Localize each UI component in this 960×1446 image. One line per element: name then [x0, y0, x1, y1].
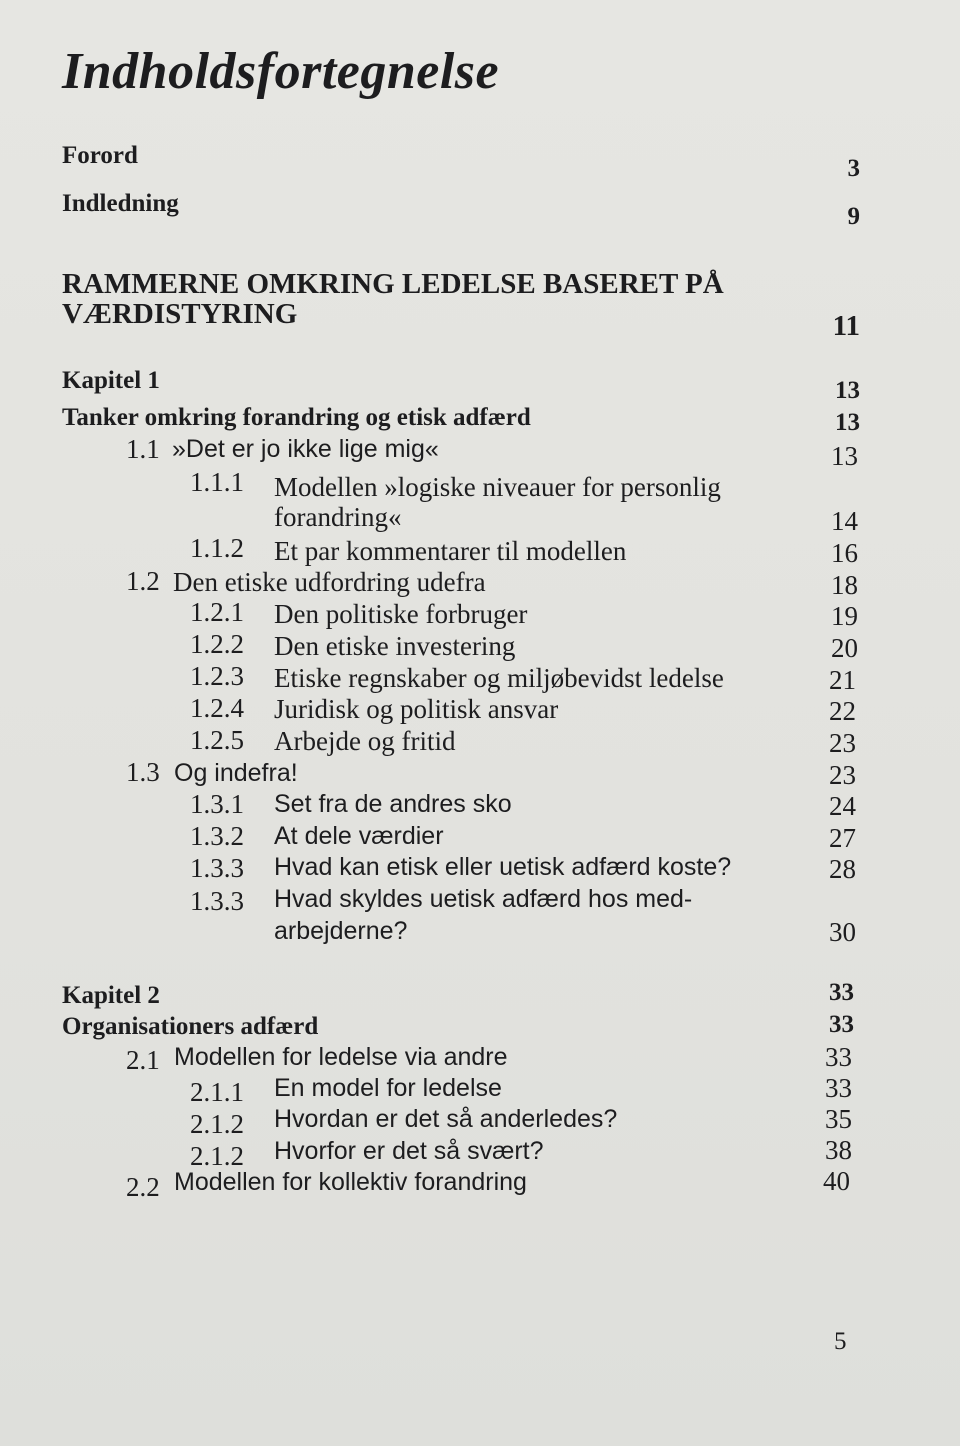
- toc-text: Etiske regnskaber og miljøbevidst ledelse: [274, 663, 724, 693]
- toc-page: 16: [831, 538, 858, 568]
- toc-text: Hvad kan etisk eller uetisk adfærd koste?: [274, 853, 732, 881]
- toc-text: Et par kommentarer til modellen: [274, 536, 627, 566]
- toc-text: Og indefra!: [174, 759, 298, 787]
- chapter2-label: Kapitel 2: [62, 982, 160, 1009]
- toc-page: 23: [829, 760, 856, 790]
- toc-page: 30: [829, 917, 856, 947]
- toc-text: Modellen for ledelse via andre: [174, 1043, 508, 1071]
- toc-page: 14: [831, 506, 858, 536]
- toc-num: 1.2.1: [190, 597, 244, 627]
- toc-page: 13: [831, 441, 858, 471]
- chapter1-title: Tanker omkring forandring og etisk adfærd: [62, 404, 531, 431]
- toc-page: 40: [823, 1166, 850, 1196]
- toc-page: 20: [831, 633, 858, 663]
- toc-text: Arbejde og fritid: [274, 726, 456, 756]
- chapter2-title: Organisationers adfærd: [62, 1013, 319, 1040]
- toc-num: 1.1: [126, 434, 160, 464]
- part-page: 11: [832, 310, 860, 342]
- toc-text-continued: arbejderne?: [274, 917, 408, 945]
- toc-page: 27: [829, 823, 856, 853]
- toc-page-indledning: 9: [847, 203, 860, 230]
- toc-text: Set fra de andres sko: [274, 790, 512, 818]
- toc-text: Modellen »logiske niveauer for personlig: [274, 472, 721, 502]
- toc-num: 1.3.2: [190, 821, 244, 851]
- toc-page: 24: [829, 791, 856, 821]
- page-title: Indholdsfortegnelse: [62, 43, 500, 100]
- toc-text: Modellen for kollektiv forandring: [174, 1168, 527, 1196]
- toc-num: 1.3: [126, 757, 160, 787]
- toc-page: 33: [825, 1073, 852, 1103]
- chapter1-label: Kapitel 1: [62, 367, 160, 394]
- toc-num: 2.1.2: [190, 1109, 244, 1139]
- toc-text: At dele værdier: [274, 822, 444, 850]
- toc-page: 38: [825, 1135, 852, 1165]
- toc-page-forord: 3: [847, 155, 860, 182]
- toc-text: Den etiske udfordring udefra: [173, 567, 486, 597]
- toc-num: 2.1.2: [190, 1141, 244, 1171]
- toc-text: Hvorfor er det så svært?: [274, 1137, 544, 1165]
- chapter1-title-page: 13: [835, 409, 860, 436]
- toc-text: »Det er jo ikke lige mig«: [172, 435, 439, 463]
- toc-text: Juridisk og politisk ansvar: [274, 694, 559, 724]
- toc-num: 1.3.1: [190, 789, 244, 819]
- toc-num: 2.1: [126, 1045, 160, 1075]
- toc-num: 1.1.1: [190, 467, 244, 497]
- toc-num: 1.2: [126, 566, 160, 596]
- toc-page: 35: [825, 1104, 852, 1134]
- toc-text: Den etiske investering: [274, 631, 516, 661]
- toc-page: 28: [829, 854, 856, 884]
- toc-page: 18: [831, 570, 858, 600]
- toc-num: 1.2.5: [190, 725, 244, 755]
- toc-num: 1.2.4: [190, 693, 244, 723]
- toc-page: 22: [829, 696, 856, 726]
- toc-text: Hvordan er det så anderledes?: [274, 1105, 618, 1133]
- toc-page: 19: [831, 601, 858, 631]
- toc-text: Hvad skyldes uetisk adfærd hos med-: [274, 885, 693, 913]
- toc-text-continued: forandring«: [274, 502, 402, 532]
- toc-page: 23: [829, 728, 856, 758]
- toc-entry-forord: Forord: [62, 142, 138, 169]
- chapter2-title-page: 33: [829, 1011, 854, 1038]
- toc-page: 33: [825, 1042, 852, 1072]
- part-heading-line1: RAMMERNE OMKRING LEDELSE BASERET PÅ: [62, 268, 724, 300]
- toc-page: 21: [829, 665, 856, 695]
- toc-num: 1.3.3: [190, 886, 244, 916]
- toc-entry-indledning: Indledning: [62, 190, 179, 217]
- toc-num: 1.3.3: [190, 853, 244, 883]
- part-heading-line2: VÆRDISTYRING: [62, 298, 298, 330]
- toc-num: 1.2.3: [190, 661, 244, 691]
- toc-num: 2.1.1: [190, 1077, 244, 1107]
- toc-text: Den politiske forbruger: [274, 599, 528, 629]
- toc-text: En model for ledelse: [274, 1074, 502, 1102]
- chapter1-label-page: 13: [835, 377, 860, 404]
- toc-num: 2.2: [126, 1172, 160, 1202]
- toc-num: 1.1.2: [190, 533, 244, 563]
- page-number: 5: [834, 1328, 847, 1355]
- chapter2-label-page: 33: [829, 979, 854, 1006]
- toc-num: 1.2.2: [190, 629, 244, 659]
